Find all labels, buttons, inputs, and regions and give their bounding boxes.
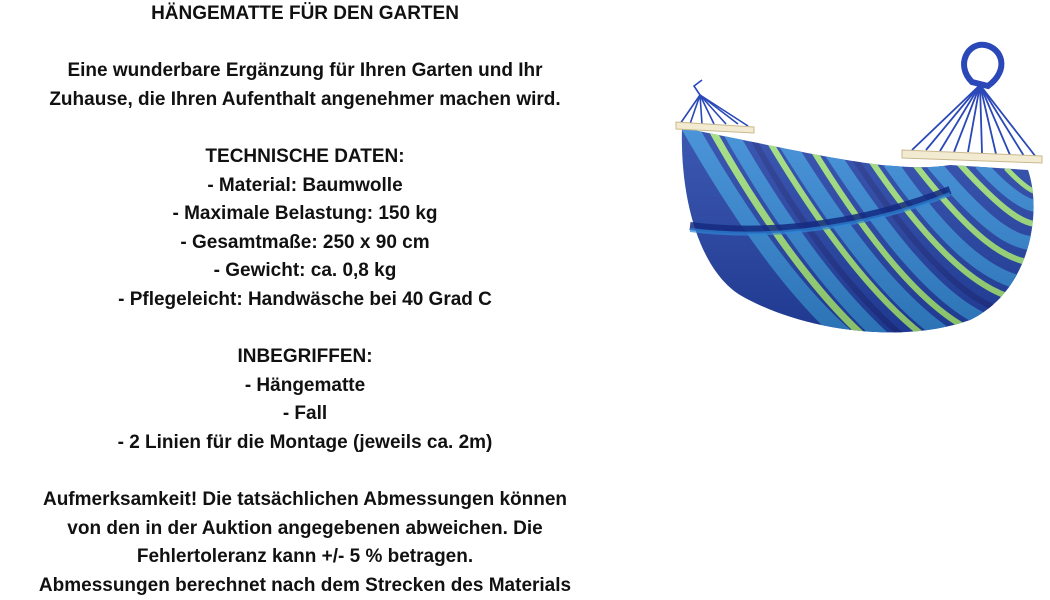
technical-heading: TECHNISCHE DATEN: (205, 145, 405, 167)
hanging-loop-icon (964, 45, 1001, 86)
technical-item: - Material: Baumwolle (207, 174, 403, 196)
right-ropes (912, 85, 1036, 157)
page-title: HÄNGEMATTE FÜR DEN GARTEN (151, 3, 459, 24)
technical-item: - Gewicht: ca. 0,8 kg (213, 260, 397, 282)
intro-line: Eine wunderbare Ergänzung für Ihren Garten und Ihr (67, 60, 543, 82)
left-ropes (680, 80, 748, 126)
hammock-icon (650, 0, 1050, 400)
included-item: - Fall (282, 403, 328, 425)
notice-line: Fehlertoleranz kann +/- 5 % betragen. (136, 546, 474, 568)
notice-line: Aufmerksamkeit! Die tatsächlichen Abmessungen können (42, 489, 568, 511)
technical-item: - Maximale Belastung: 150 kg (172, 203, 438, 225)
intro-line: Zuhause, die Ihren Aufenthalt angenehmer machen wird. (49, 88, 561, 110)
included-heading: INBEGRIFFEN: (237, 346, 373, 368)
notice-line: von den in der Auktion angegebenen abweichen. Die (67, 517, 543, 539)
technical-item: - Gesamtmaße: 250 x 90 cm (180, 231, 430, 253)
product-image (650, 0, 1050, 400)
included-item: - Hängematte (244, 374, 366, 396)
notice-line: Abmessungen berechnet nach dem Strecken des Materials (38, 574, 572, 596)
included-item: - 2 Linien für die Montage (jeweils ca. 2m) (117, 431, 493, 453)
technical-item: - Pflegeleicht: Handwäsche bei 40 Grad C (118, 288, 492, 310)
